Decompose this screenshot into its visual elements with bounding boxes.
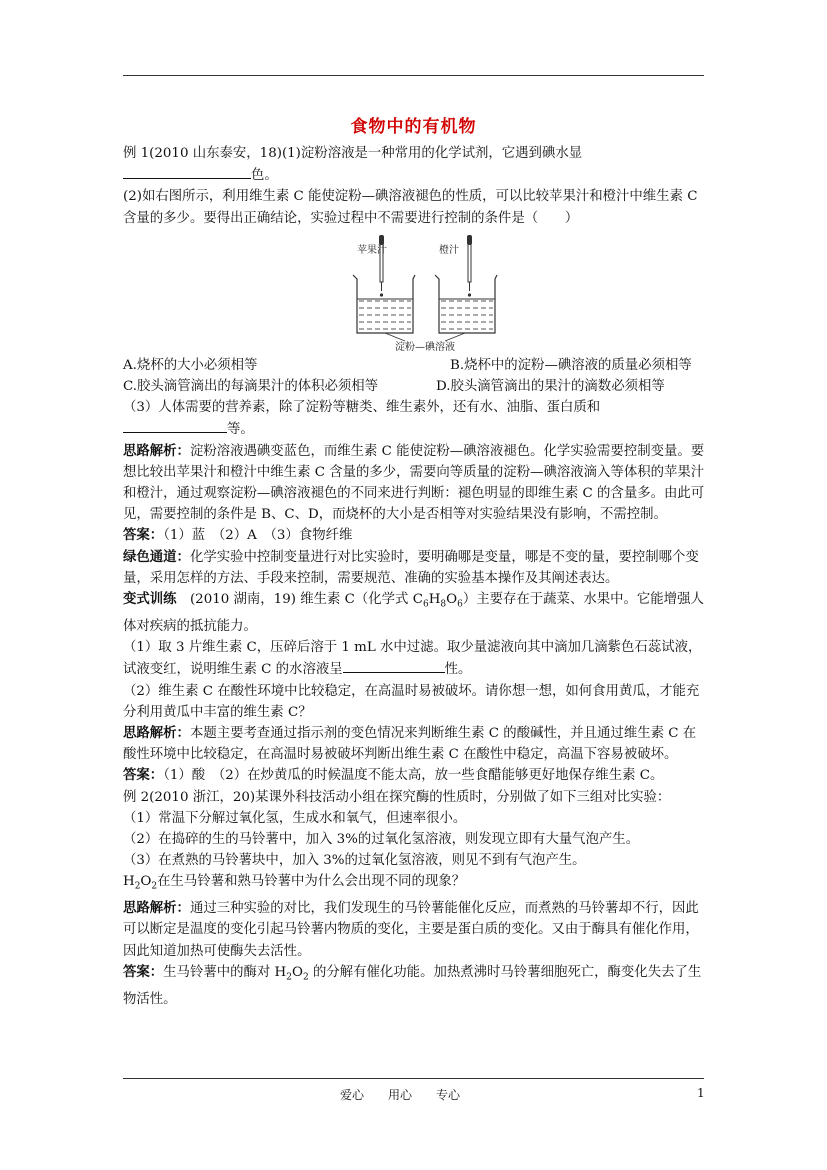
subscript: 2	[134, 882, 141, 893]
answer-blank	[343, 658, 445, 673]
answer-text: 的分解有催化功能。加热煮沸时马铃薯细胞死亡，酶变化失去了生物活性。	[123, 964, 702, 1007]
subscript: 2	[286, 972, 292, 983]
label-apple-juice: 苹果汁	[357, 244, 387, 256]
variant-intro	[123, 589, 707, 637]
subscript: 6	[457, 599, 463, 610]
answer-text: 生马铃薯中的酶对 H	[163, 964, 287, 980]
formula-text: O	[140, 874, 152, 890]
ex2-e1: （1）常温下分解过氧化氢，生成水和氧气，但速率很小。	[123, 810, 467, 826]
ex2-e2: （2）在捣碎的生的马铃薯中，加入 3%的过氧化氢溶液，则发现立即有大量气泡产生。	[123, 831, 640, 847]
ex1-line1: 例 1(2010 山东泰安，18)(1)淀粉溶液是一种常用的化学试剂，它遇到碘水显	[123, 146, 583, 161]
footer-motto: 爱心 用心 专心	[340, 1088, 461, 1102]
beaker-figure	[345, 233, 505, 353]
analysis-label: 思路解析：	[123, 442, 190, 459]
ex2-analysis	[123, 898, 707, 962]
ex1-line2-suffix: 色。	[251, 168, 278, 184]
green-label: 绿色通道：	[123, 548, 190, 565]
ex2-intro: 例 2(2010 浙江，20)某课外科技活动小组在探究酶的性质时，分别做了如下三组对比实验：	[123, 789, 671, 805]
analysis-label: 思路解析：	[123, 724, 190, 741]
label-starch-iodine: 淀粉—碘溶液	[395, 341, 455, 353]
analysis-label: 思路解析：	[123, 900, 190, 917]
formula-text: H	[123, 874, 135, 890]
ex1-analysis	[123, 441, 707, 526]
variant-text: ）主要存在于蔬菜、水果中。它能增强人体对疾病的抵抗能力。	[123, 592, 704, 634]
question-text: 在生马铃薯和熟马铃薯中为什么会出现不同的现象？	[157, 874, 466, 890]
variant-analysis	[123, 723, 707, 765]
answer-label: 答案：	[123, 963, 164, 980]
option-d: D.胶头滴管滴出的果汁的滴数必须相等	[436, 379, 665, 395]
variant-text: O	[446, 592, 458, 608]
ex1-q3-line2	[123, 418, 707, 440]
page-title: 食物中的有机物	[350, 117, 477, 137]
ex1-answer	[123, 525, 707, 546]
options-row-1	[123, 355, 707, 376]
analysis-text: 淀粉溶液遇碘变蓝色，而维生素 C 能使淀粉—碘溶液褪色。化学实验需要控制变量。要想比较出苹果汁和橙汁中维生素 C 含量的多少，需要向等质量的淀粉—碘溶液滴入等体积的苹果汁和橙汁，通过观察淀粉—碘溶液褪色的不同来进行判断：褪色明显的即维生素 C 的含量多。由此可见，需要控制的条件是 B、C、D，而烧杯的大小是否相等对实验结果没有影响，不需控制。	[123, 443, 705, 523]
page-number: 1	[697, 1086, 705, 1100]
ex1-q3: （3）人体需要的营养素，除了淀粉等糖类、维生素外，还有水、油脂、蛋白质和	[123, 400, 601, 416]
ex1-q3-suffix: 等。	[227, 422, 254, 438]
ex1-q2: (2)如右图所示，利用维生素 C 能使淀粉—碘溶液褪色的性质，可以比较苹果汁和橙汁中维生素 C 含量的多少。要得出正确结论，实验过程中不需要进行控制的条件是（ ）	[123, 189, 698, 226]
answer-label: 答案：	[123, 527, 164, 544]
ex2-question	[123, 871, 707, 898]
analysis-text: 本题主要考查通过指示剂的变色情况来判断维生素 C 的酸碱性，并且通过维生素 C 在酸性环境中比较稳定，在高温时易被破坏判断出维生素 C 在酸性中稳定，高温下容易被破坏。	[123, 725, 697, 763]
green-channel	[123, 547, 707, 589]
subscript: 8	[440, 599, 447, 610]
answer-blank	[123, 164, 251, 179]
document-body	[123, 143, 707, 1010]
variant-answer	[123, 765, 707, 786]
option-b: B.烧杯中的淀粉—碘溶液的质量必须相等	[450, 357, 692, 373]
answer-text: O	[291, 964, 303, 980]
label-orange-juice: 橙汁	[439, 244, 459, 256]
footer-rule	[123, 1078, 704, 1079]
header-rule	[123, 75, 704, 76]
options-row-2	[123, 376, 707, 397]
variant-q2: （2）维生素 C 在酸性环境中比较稳定，在高温时易被破坏。请你想一想，如何食用黄瓜，才能充分利用黄瓜中丰富的维生素 C？	[123, 683, 700, 720]
ex2-answer	[123, 962, 707, 1010]
option-a: A.烧杯的大小必须相等	[123, 357, 258, 373]
ex2-e3: （3）在煮熟的马铃薯块中，加入 3%的过氧化氢溶液，则见不到有气泡产生。	[123, 853, 586, 869]
variant-q1	[123, 637, 707, 680]
analysis-text: 通过三种实验的对比，我们发现生的马铃薯能催化反应，而煮熟的马铃薯却不行，因此可以断定是温度的变化引起马铃薯内物质的变化，主要是蛋白质的变化。又由于酶具有催化作用，因此知道加热可使酶失去活性。	[123, 901, 699, 959]
subscript: 6	[422, 599, 429, 610]
variant-q1-suffix: 性。	[444, 662, 472, 678]
variant-text: (2010 湖南，19) 维生素 C（化学式 C	[176, 592, 423, 608]
answer-blank	[123, 418, 227, 433]
green-text: 化学实验中控制变量进行对比实验时，要明确哪是变量，哪是不变的量，要控制哪个变量，采用怎样的方法、手段来控制，需要规范、准确的实验基本操作及其阐述表达。	[123, 549, 699, 586]
answer-text: （1）酸 （2）在炒黄瓜的时候温度不能太高，放一些食醋能够更好地保存维生素 C。	[163, 768, 664, 784]
variant-text: H	[428, 592, 441, 608]
subscript: 2	[151, 882, 158, 893]
answer-text: （1）蓝 （2）A （3）食物纤维	[163, 528, 353, 544]
option-c: C.胶头滴管滴出的每滴果汁的体积必须相等	[123, 379, 379, 395]
variant-label: 变式训练	[123, 591, 177, 608]
answer-label: 答案：	[123, 767, 164, 784]
subscript: 2	[302, 972, 309, 983]
ex1-line2	[123, 164, 707, 186]
variant-q1-text: （1）取 3 片维生素 C，压碎后溶于 1 mL 水中过滤。取少量滤液向其中滴加几滴紫色石蕊试液，试液变红，说明维生素 C 的水溶液呈	[123, 640, 702, 678]
